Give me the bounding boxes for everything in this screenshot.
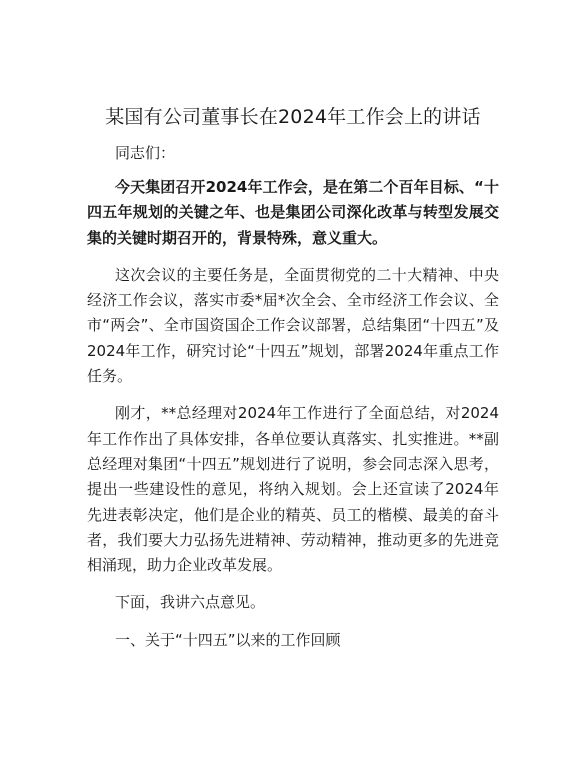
document-body (87, 143, 499, 653)
paragraph-review: 刚才，**总经理对2024年工作进行了全面总结，对2024年工作作出了具体安排，各单位要认真落实、扎实推进。**副总经理对集团“十四五”规划进行了说明，参会同志深入思考，提出一些建设性的意见，将纳入规划。会上还宣读了2024年先进表彰决定，他们是企业的精英、员工的楷模、最美的奋斗者，我们要大力弘扬先进精神、劳动精神，推动更多的先进竞相涌现，助力企业改革发展。 (87, 404, 499, 575)
paragraph-transition: 下面，我讲六点意见。 (115, 593, 266, 612)
document-title: 某国有公司董事长在2024年工作会上的讲话 (105, 106, 481, 128)
section-heading-1: 一、关于“十四五”以来的工作回顾 (115, 630, 341, 649)
greeting-line: 同志们： (115, 144, 176, 162)
paragraph-meeting-tasks: 这次会议的主要任务是，全面贯彻党的二十大精神、中央经济工作会议，落实市委*届*次全会、全市经济工作会议、全市“两会”、全市国资国企工作会议部署，总结集团“十四五”及2024年工作，研究讨论“十四五”规划，部署2024年重点工作任务。 (87, 265, 499, 386)
paragraph-opening: 今天集团召开2024年工作会，是在第二个百年目标、“十四五年规划的关键之年、也是集团公司深化改革与转型发展交集的关键时期召开的，背景特殊，意义重大。 (87, 178, 499, 247)
